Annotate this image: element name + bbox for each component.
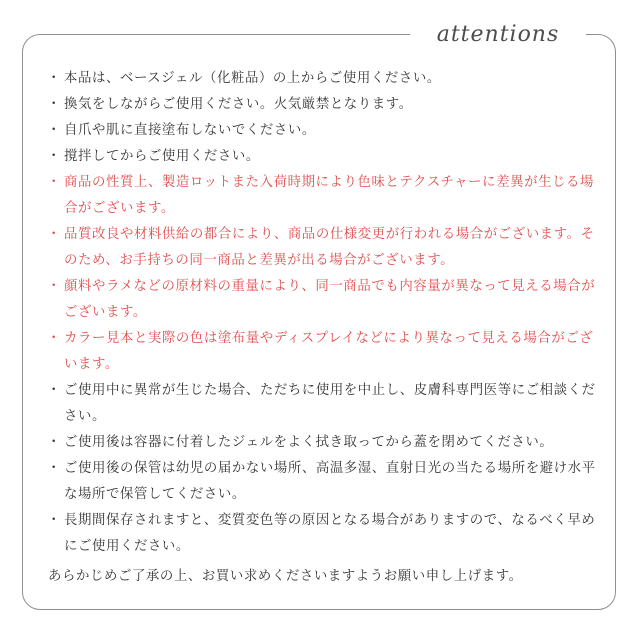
attention-item: ・ 自爪や肌に直接塗布しないでください。 <box>50 118 598 144</box>
attention-item-warning: ・ 品質改良や材料供給の都合により、商品の仕様変更が行われる場合がございます。そのため、お手持ちの同一商品と差異が出る場合がございます。 <box>50 222 598 274</box>
attention-item: ・ 換気をしながらご使用ください。火気厳禁となります。 <box>50 92 598 118</box>
attention-item: ・ 撹拌してからご使用ください。 <box>50 144 598 170</box>
attention-item-warning: ・ カラー見本と実際の色は塗布量やディスプレイなどにより異なって見える場合がございます。 <box>50 326 598 378</box>
closing-note: あらかじめご了承の上、お買い求めくださいますようお願い申し上げます。 <box>48 569 523 584</box>
attention-item: ・ ご使用後は容器に付着したジェルをよく拭き取ってから蓋を閉めてください。 <box>50 430 598 456</box>
section-title: attentions <box>410 18 586 52</box>
attention-item-warning: ・ 商品の性質上、製造ロットまた入荷時期により色味とテクスチャーに差異が生じる場合がございます。 <box>50 170 598 222</box>
attention-item: ・ 長期間保存されますと、変質変色等の原因となる場合がありますので、なるべく早めにご使用ください。 <box>50 508 598 560</box>
attention-item: ・ ご使用中に異常が生じた場合、ただちに使用を中止し、皮膚科専門医等にご相談ください。 <box>50 378 598 430</box>
attention-item: ・ 本品は、ベースジェル（化粧品）の上からご使用ください。 <box>50 66 598 92</box>
attention-list <box>50 66 598 560</box>
attention-item-warning: ・ 顔料やラメなどの原材料の重量により、同一商品でも内容量が異なって見える場合がございます。 <box>50 274 598 326</box>
attention-item: ・ ご使用後の保管は幼児の届かない場所、高温多湿、直射日光の当たる場所を避け水平な場所で保管してください。 <box>50 456 598 508</box>
